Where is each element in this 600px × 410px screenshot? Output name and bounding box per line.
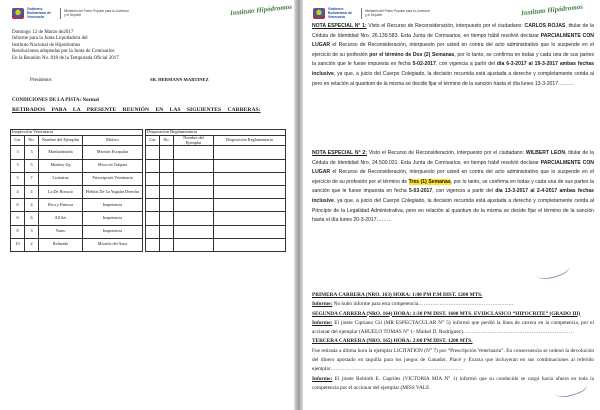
presidente-name: SR. HERMANN MARTINEZ — [150, 77, 209, 82]
cell-disposicion-empty — [160, 159, 174, 172]
letterhead-divider — [60, 8, 61, 19]
race-3-title: TERCERA CARRERA (NRO. 165) HORA: 2:00 PM DIST. 1200 MTS. — [312, 338, 473, 345]
cell-nombre: Rica y Famosa — [39, 199, 83, 212]
table-row — [11, 159, 286, 172]
cell-disposicion-empty — [214, 199, 286, 212]
cell-disposicion-empty — [174, 185, 214, 198]
cell-disposicion-empty — [214, 146, 286, 159]
cell-motivo: Inapetencia — [83, 199, 143, 212]
cell-motivo: Inapetencia — [83, 225, 143, 238]
letterhead-divider — [361, 8, 362, 19]
cell-disposicion-empty — [160, 185, 174, 198]
cell-nombre: All Set — [39, 212, 83, 225]
col-car-2: Car — [146, 135, 160, 146]
table-row — [11, 185, 286, 198]
col-car: Car — [11, 135, 25, 146]
report-institute: Instituto Nacional de Hipódromos — [12, 42, 81, 48]
cell-nombre: Licitation — [39, 172, 83, 185]
handwritten-signature — [533, 257, 570, 283]
report-header — [12, 30, 119, 62]
report-meeting: En la Reunión No. 818 de la Temporada Oficial 2017 — [12, 55, 119, 61]
cell-car: 4 — [11, 185, 25, 198]
cell-no: 4 — [25, 199, 39, 212]
cell-car: 6 — [11, 199, 25, 212]
cell-motivo: Inapetencia — [83, 212, 143, 225]
cell-motivo: Flebitis De La Yugular Derecha — [83, 185, 143, 198]
report-resolutions: Resoluciones adoptadas por la Junta de Comisarios — [12, 49, 115, 55]
col-no-2: No. — [160, 135, 174, 146]
nota2-period: día 13-3-2017 al 2-4-2017 ambas fechas inclusive — [312, 188, 594, 204]
cell-car: 3 — [11, 146, 25, 159]
cell-disposicion-empty — [214, 212, 286, 225]
nota2-term-highlight: Tres (1) Semanas — [408, 178, 451, 185]
cell-no: 2 — [25, 238, 39, 251]
nota1-decision: PARCIALMENTE CON LUGAR — [312, 32, 594, 49]
left-page — [0, 0, 294, 410]
cell-disposicion-empty — [214, 172, 286, 185]
nota-especial-1: NOTA ESPECIAL N° 1: Visto el Recurso de Reconsideración, interpuesto por el ciudadano: CARLOS ROJAS, titular de la Cédula de Identidad Nro. 26.139.583. Esta Junta de Comisarios, en tiempo hábil resolvió declarar PARCIALMENTE CON LUGAR el Recurso de Reconsideración, interpuesto por usted en contra del acto administrativo que lo suspende en el ejercicio de su profesión por el término de Dos (2) Semanas, por lo tanto, se confirma en todas y cada una de sus partes la sanción que le fuese impuesta en fecha 5-02-2017, con vigencia a partir del día 6-3-2017 al 19-3-2017 ambas fechas inclusive, ya que, a juicio del Cuerpo Colegiado, la decisión recurrida está ajustada a derecho y completamente cerida al pero en relación al quantum de la misma se decide fijar el término de la sanción hasta el día lunes 13-3-2017……… — [312, 23, 595, 87]
cell-no: 3 — [25, 225, 39, 238]
cell-disposicion-empty — [146, 199, 160, 212]
cell-disposicion-empty — [214, 159, 286, 172]
race-2-report: Informe: El jinete Cipriano Gil (MR ESPECTACULAR N° 5) informó que perdió la línea de carrera en la competencia, por el accionar del ejemplar (ABUELO TOMAS N° 1- Maikel D. Rodríguez)……………………………………………………… — [312, 319, 594, 336]
cell-disposicion-empty — [174, 199, 214, 212]
cell-car: 6 — [11, 212, 25, 225]
race-1-report: Informe: No hubo informe para esta competencia……………………………………………… — [312, 301, 514, 308]
cell-disposicion-empty — [146, 238, 160, 251]
nota1-name: CARLOS ROJAS — [524, 23, 566, 29]
table-row — [11, 199, 286, 212]
cell-motivo: Prescripción Veterinaria — [83, 172, 143, 185]
presidente-line — [30, 77, 280, 84]
cell-nombre: Refinado — [39, 238, 83, 251]
nota1-term: por el término de Dos (2) Semanas — [369, 51, 455, 58]
nota2-title: NOTA ESPECIAL N° 2: — [312, 150, 367, 156]
book-gutter — [294, 0, 303, 410]
cell-car: 3 — [11, 172, 25, 185]
race-2-title: SEGUNDA CARRERA (NRO. 164) HORA: 1:30 PM DIST. 1600 MTS. EVIDCLASICO “HIPOCRITE” (GRADO III) — [312, 310, 581, 317]
letterhead-ministry-right: Gobierno Bolivariano de Venezuela — [328, 7, 353, 19]
right-page — [303, 0, 600, 410]
cell-disposicion-empty — [160, 225, 174, 238]
cell-disposicion-empty — [214, 238, 286, 251]
cell-no: 3 — [25, 146, 39, 159]
cell-disposicion-empty — [160, 172, 174, 185]
cell-nombre: Monkey Up — [39, 159, 83, 172]
retirados-heading: RETIRADOS PARA LA PRESENTE REUNIÓN EN LAS SIGUIENTES CARRERAS: — [12, 107, 261, 113]
cell-disposicion-empty — [146, 146, 160, 159]
col-motivo: Motivo — [83, 135, 143, 146]
cell-disposicion-empty — [160, 238, 174, 251]
table-row — [11, 212, 286, 225]
cell-disposicion-empty — [146, 159, 160, 172]
report-date: Domingo 12 de Marzo de2017 — [12, 30, 74, 35]
cell-disposicion-empty — [214, 185, 286, 198]
nota2-name: WILBERT LEON — [525, 150, 566, 156]
presidente-label: Presidente: — [30, 78, 53, 83]
col-nombre-2: Nombre del Ejemplar — [174, 135, 214, 146]
cell-disposicion-empty — [146, 185, 160, 198]
col-no: No. — [25, 135, 39, 146]
table-row — [11, 238, 286, 251]
institute-logo-right: Instituto Hipódromos — [520, 2, 584, 18]
cell-motivo: Moco en Tráquea — [83, 159, 143, 172]
cell-no: 6 — [25, 212, 39, 225]
cell-disposicion-empty — [146, 212, 160, 225]
nota2-decision: PARCIALMENTE CON LUGAR — [312, 159, 594, 176]
group-disposicion: Disposición Reglamentaria — [146, 130, 286, 136]
table-row — [11, 146, 286, 159]
race-reports — [312, 291, 594, 393]
letterhead — [12, 6, 130, 20]
nota2-date: 5-03-2017 — [409, 188, 433, 195]
cell-motivo: Miositis del Anca — [83, 238, 143, 251]
cell-disposicion-empty — [146, 225, 160, 238]
col-disposicion: Disposición Reglamentaria — [214, 135, 286, 146]
withdrawals-table — [10, 129, 286, 252]
coat-of-arms-icon — [313, 8, 325, 19]
letterhead-ministry: Gobierno Bolivariano de Venezuela — [27, 7, 52, 19]
letterhead-office-right: Ministerio del Poder Popular para la Juventud y el Deporte — [365, 9, 430, 17]
cell-car: 10 — [11, 238, 25, 251]
cell-nombre: Yomo — [39, 225, 83, 238]
nota-especial-2: NOTA ESPECIAL N° 2: Visto el Recurso de Reconsideración, interpuesto por el ciudadano: WILBERT LEON, titular de la Cédula de Identidad Nro. 24.500.031. Esta Junta de Comisarios, en tiempo hábil resolvió declarar PARCIALMENTE CON LUGAR el Recurso de Reconsideración, interpuesto por usted en contra del acto administrativo que lo suspende en el ejercicio de su profesión por el término de Tres (1) Semanas, por lo tanto, se confirma en todas y cada una de sus partes la sanción que le fuese impuesta en fecha 5-03-2017, con vigencia a partir del día 13-3-2017 al 2-4-2017 ambas fechas inclusive, ya que, a juicio del Cuerpo Colegiado, la decisión recurrida está ajustada a derecho y completamente cerida al Principio de la Legalidad Administrativa, pero en relación al quantum de la misma se decide fijar el término de la sanción hasta el día lunes 20-3-2017……… — [312, 150, 595, 224]
col-nombre: Nombre del Ejemplar — [39, 135, 83, 146]
cell-disposicion-empty — [174, 238, 214, 251]
letterhead-office: Ministerio del Poder Popular para la Juventud y el Deporte — [64, 9, 129, 17]
cell-car: 8 — [11, 225, 25, 238]
cell-disposicion-empty — [174, 212, 214, 225]
cell-disposicion-empty — [174, 225, 214, 238]
cell-disposicion-empty — [174, 159, 214, 172]
track-conditions: CONDICIONES DE LA PISTA: Normal — [12, 98, 99, 103]
nota1-period: día 6-3-2017 al 19-3-2017 ambas fechas inclusive — [312, 61, 595, 77]
institute-logo: Instituto Hipódromos — [229, 2, 293, 18]
cell-disposicion-empty — [146, 172, 160, 185]
cell-nombre: Marthadaniela — [39, 146, 83, 159]
report-recipient: Informe para la Junta Liquidadora del — [12, 36, 88, 42]
cell-disposicion-empty — [160, 212, 174, 225]
cell-disposicion-empty — [174, 146, 214, 159]
cell-nombre: La De Horacio — [39, 185, 83, 198]
cell-no: 7 — [25, 172, 39, 185]
coat-of-arms-icon — [12, 8, 24, 19]
cell-disposicion-empty — [214, 225, 286, 238]
group-inspeccion: Inspección Veterinaria — [11, 130, 143, 136]
table-row — [11, 225, 286, 238]
race-3-report: Informe: El jinete Robinth E. Capriles (VICTORIA MIA N° 1) informó que su conducido se cargó hacia afuera en toda la competencia por el accionar del ejemplar (MISS VALE — [312, 375, 594, 391]
cell-disposicion-empty — [160, 146, 174, 159]
cell-car: 3 — [11, 159, 25, 172]
race-3-withdrawal: Fue retirada a última hora la ejemplar LICITATION (N° 7) por “Prescripción Veterinaria”. En consecuencia se ordenó la devolución del dinero apostado en taquilla para los juegos de Ganador, Placé y Exacta que incluyeran en sus combinaciones al referido ejemplar………………………………………………………………… — [312, 347, 594, 373]
table-row — [11, 172, 286, 185]
cell-no: 4 — [25, 185, 39, 198]
cell-motivo: Miositis Escapular — [83, 146, 143, 159]
nota1-title: NOTA ESPECIAL N° 1: — [312, 23, 367, 29]
nota1-date: 5-02-2017 — [412, 61, 436, 68]
race-1-title: PRIMERA CARRERA (NRO. 163) HORA: 1:00 PM P.M DIST. 1200 MTS. — [312, 292, 483, 298]
cell-disposicion-empty — [160, 199, 174, 212]
letterhead-right — [313, 6, 431, 20]
cell-disposicion-empty — [174, 172, 214, 185]
cell-no: 5 — [25, 159, 39, 172]
